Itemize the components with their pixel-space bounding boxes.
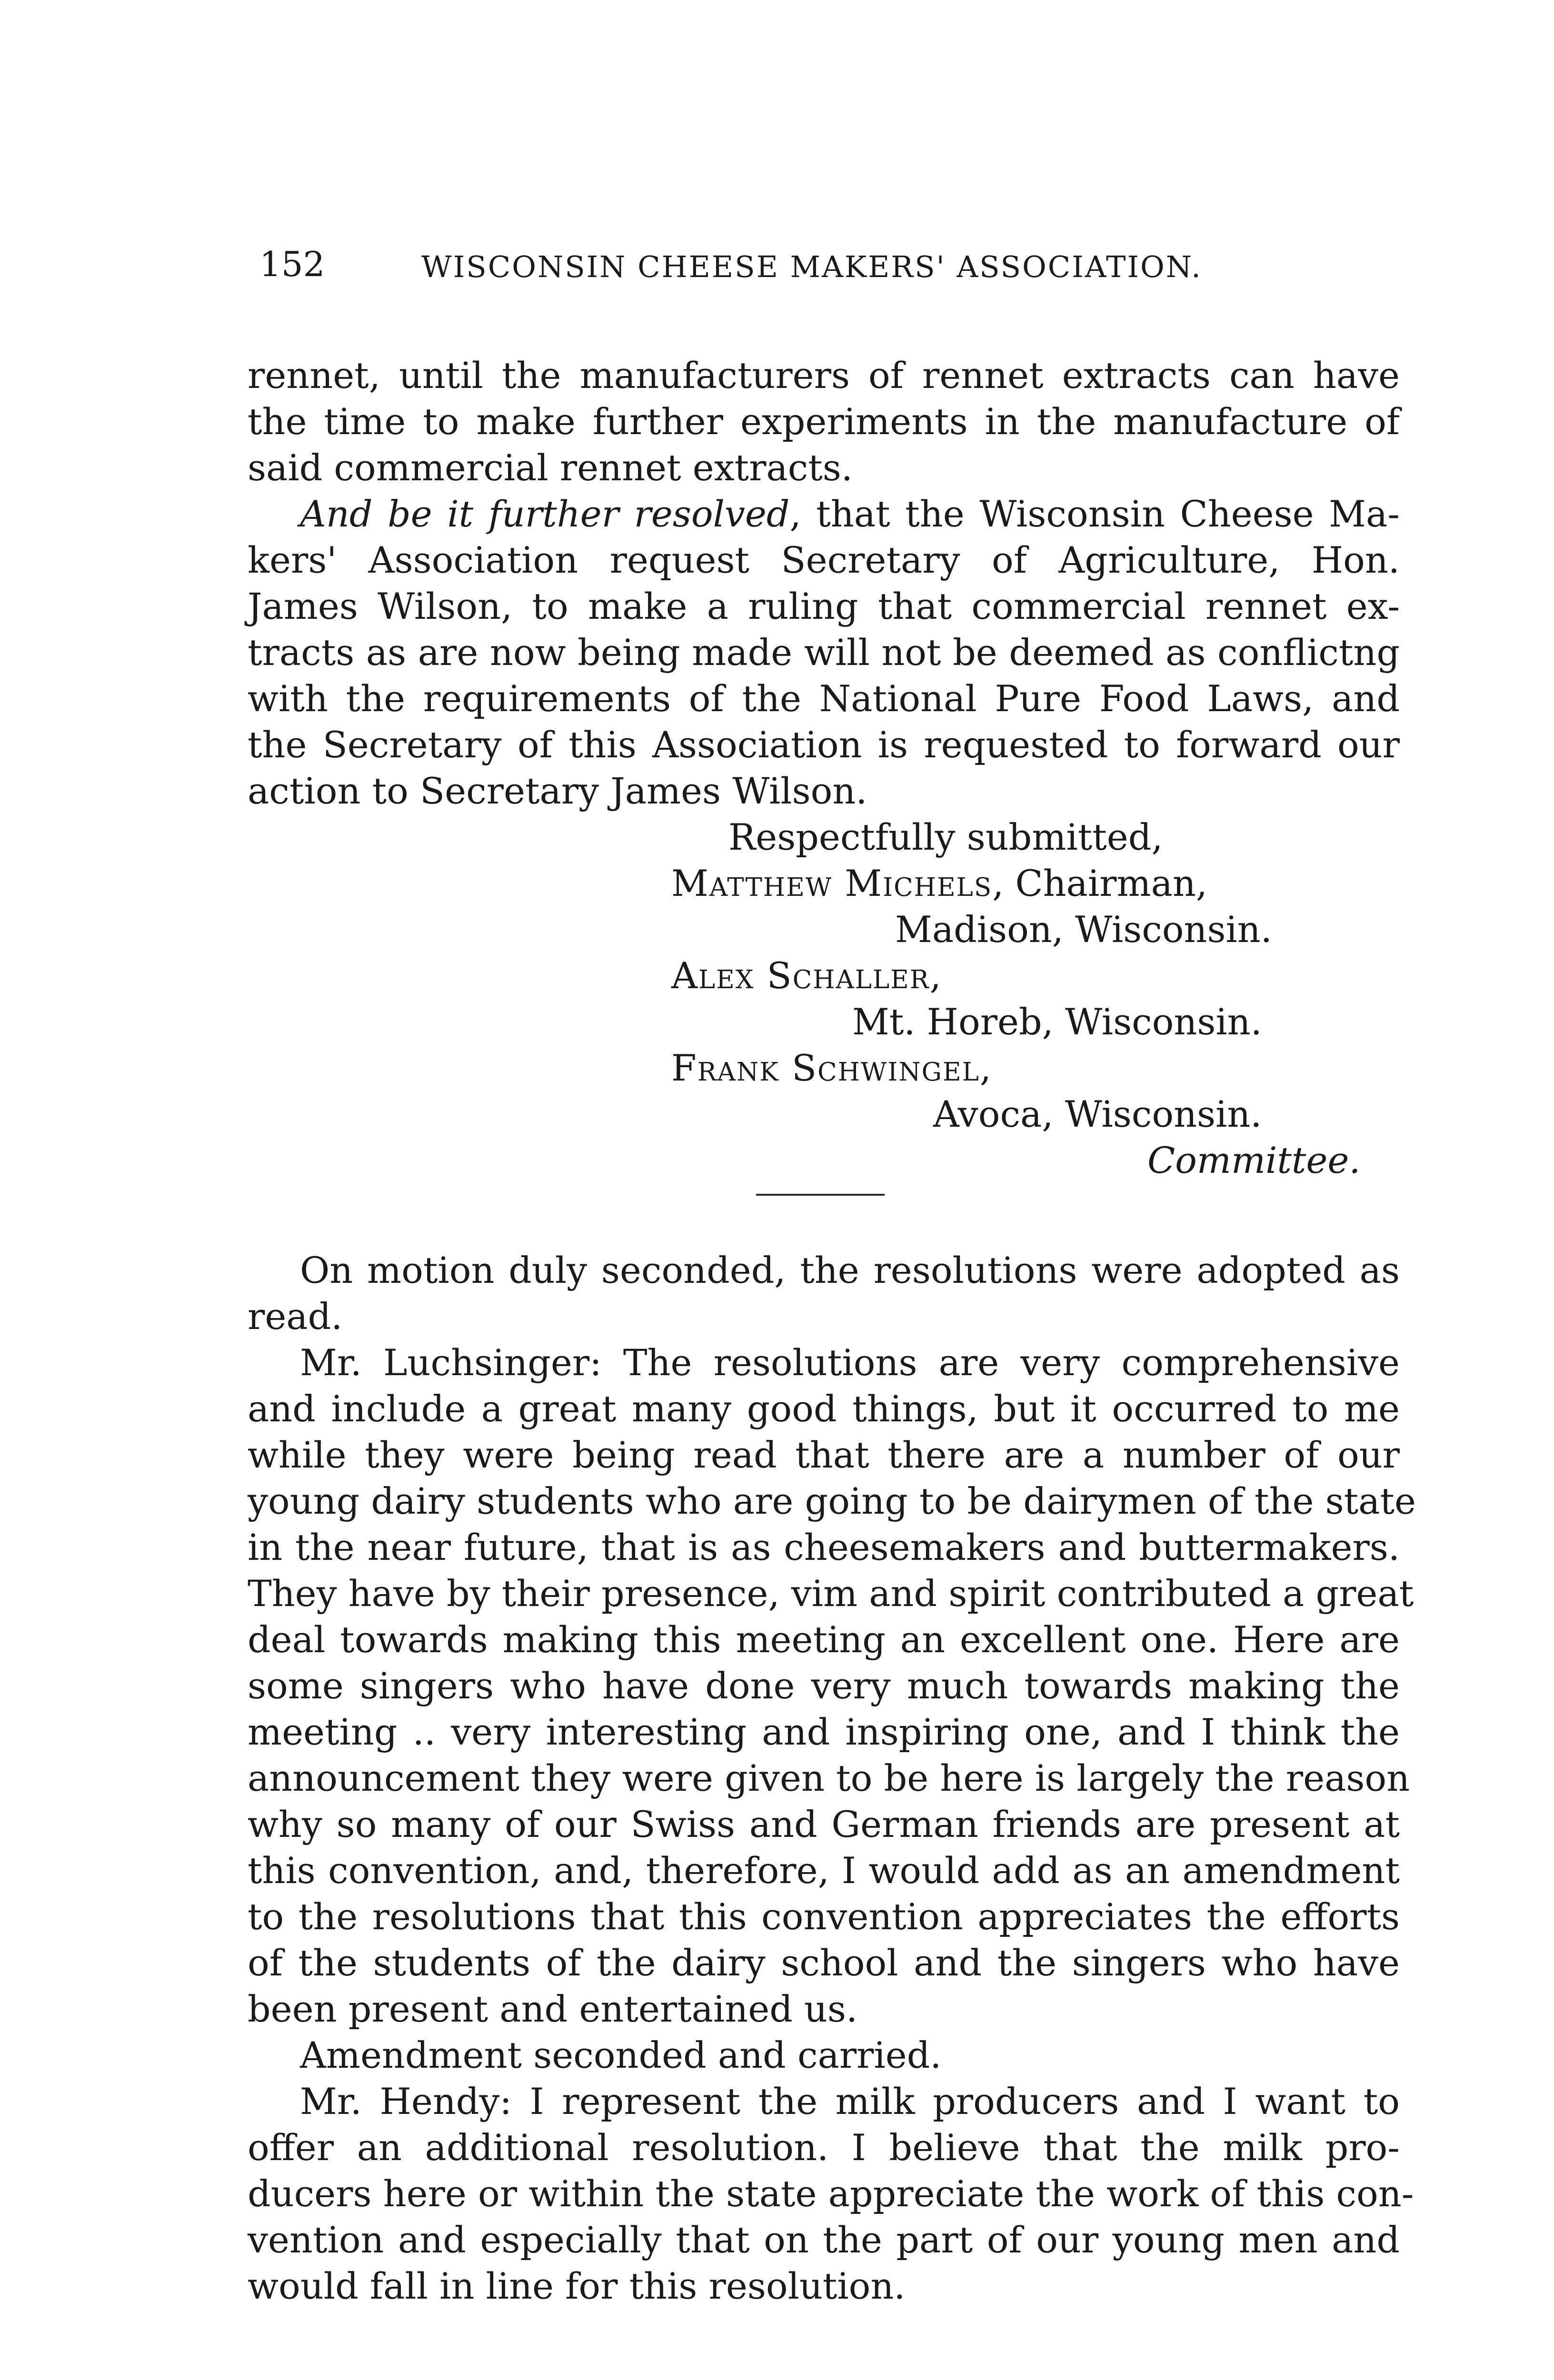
proceedings-text	[248, 1247, 1416, 2309]
text-line	[248, 491, 1400, 537]
text-line: while they were being read that there are a number of our	[248, 1434, 1400, 1476]
signature-block	[248, 814, 1400, 1183]
signatory-role: ,	[979, 1047, 992, 1089]
text-line: in the near future, that is as cheesemakers and buttermakers.	[248, 1526, 1400, 1568]
signatory-role: , Chairman,	[992, 862, 1207, 904]
text-line: ducers here or within the state appreciate the work of this con-	[248, 2172, 1414, 2215]
text-line: some singers who have done very much towards making the	[248, 1665, 1400, 1707]
committee-label: Committee.	[1147, 1139, 1361, 1181]
text-line: the time to make further experiments in the manufacture of	[248, 400, 1400, 443]
resolved-lead-rest: , that the Wisconsin Cheese Ma-	[789, 493, 1400, 535]
text-line: and include a great many good things, but it occurred to me	[248, 1388, 1400, 1430]
text-line: James Wilson, to make a ruling that commercial rennet ex-	[248, 585, 1400, 627]
text-line: tracts as are now being made will not be deemed as conflictng	[248, 631, 1400, 674]
text-line: with the requirements of the National Pure Food Laws, and	[248, 677, 1400, 720]
text-line: been present and entertained us.	[248, 1988, 858, 2030]
signatory-line	[248, 860, 1400, 906]
text-line: the Secretary of this Association is requested to forward our	[248, 724, 1400, 766]
text-line: why so many of our Swiss and German friends are present at	[248, 1803, 1400, 1845]
text-line: deal towards making this meeting an excellent one. Here are	[248, 1618, 1400, 1661]
signatory-location: Madison, Wisconsin.	[895, 908, 1272, 951]
text-line: Amendment seconded and carried.	[300, 2034, 942, 2076]
text-line: They have by their presence, vim and spirit contributed a great	[248, 1572, 1414, 1615]
resolved-lead: And be it further resolved	[300, 493, 790, 535]
running-title: WISCONSIN CHEESE MAKERS' ASSOCIATION.	[421, 249, 1202, 284]
signatory-name: Matthew Michels	[671, 862, 993, 904]
text-line: action to Secretary James Wilson.	[248, 770, 867, 812]
text-line: young dairy students who are going to be dairymen of the state	[248, 1480, 1416, 1522]
text-line: Mr. Hendy: I represent the milk producers and I want to	[300, 2080, 1400, 2122]
text-line: would fall in line for this resolution.	[248, 2265, 906, 2307]
text-line: of the students of the dairy school and the singers who have	[248, 1942, 1400, 1984]
text-line: announcement they were given to be here is largely the reason	[248, 1757, 1410, 1799]
signatory-line	[248, 952, 1400, 999]
text-line: kers' Association request Secretary of Agriculture, Hon.	[248, 539, 1400, 581]
text-line: Mr. Luchsinger: The resolutions are very comprehensive	[300, 1341, 1400, 1384]
signatory-location: Avoca, Wisconsin.	[933, 1093, 1262, 1135]
signatory-location: Mt. Horeb, Wisconsin.	[852, 1001, 1262, 1043]
text-line: vention and especially that on the part of our young men and	[248, 2219, 1400, 2261]
signatory-name: Frank Schwingel	[671, 1047, 980, 1089]
section-divider	[756, 1194, 885, 1196]
text-line: read.	[248, 1295, 343, 1338]
signatory-name: Alex Schaller	[671, 954, 930, 997]
text-line: rennet, until the manufacturers of rennet extracts can have	[248, 354, 1400, 397]
text-line: offer an additional resolution. I believe that the milk pro-	[248, 2126, 1400, 2169]
text-line: On motion duly seconded, the resolutions were adopted as	[300, 1249, 1400, 1291]
text-line: to the resolutions that this convention appreciates the efforts	[248, 1895, 1400, 1938]
text-line: said commercial rennet extracts.	[248, 446, 853, 489]
signatory-line	[248, 1045, 1400, 1091]
page-number: 152	[259, 244, 325, 284]
text-line: this convention, and, therefore, I would add as an amendment	[248, 1849, 1400, 1892]
signatory-role: ,	[929, 954, 941, 997]
text-line: meeting .. very interesting and inspiring one, and I think the	[248, 1711, 1400, 1753]
resolution-text	[248, 352, 1400, 814]
closing-line: Respectfully submitted,	[728, 816, 1163, 858]
